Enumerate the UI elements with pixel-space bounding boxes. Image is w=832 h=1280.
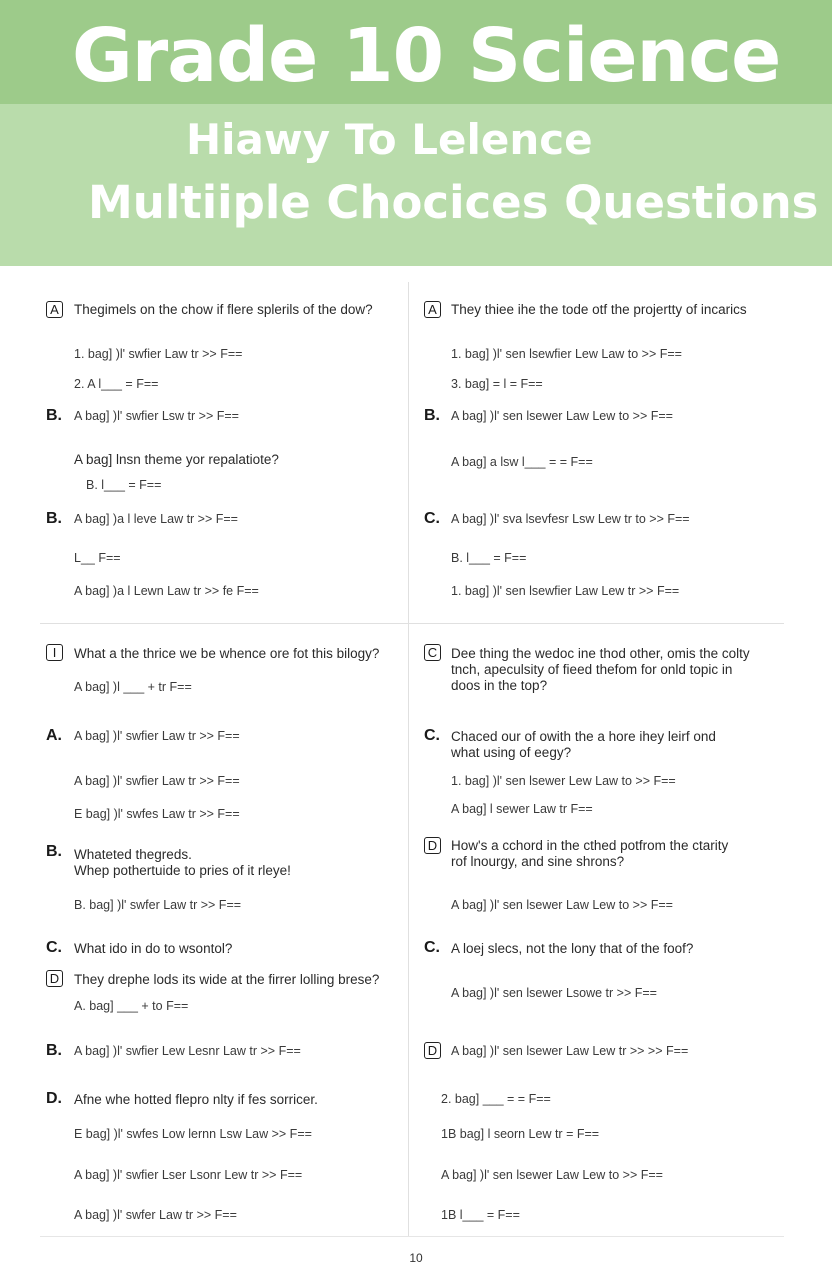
option-line: A bag] l sewer Law tr F== [451,802,593,816]
question-marker: D [424,837,441,854]
option-line: A bag] )l' sen lsewer Law Lew tr >> >> F== [451,1044,689,1058]
option-line: E bag] )l' swfes Law tr >> F== [74,807,240,821]
question-marker: C [424,644,441,661]
option-marker: C. [424,939,440,956]
question-text: They thiee ihe the tode otf the projertty of incarics [451,302,747,317]
option-line: 3. bag] = l = F== [451,377,543,391]
option-line: 2. bag] ___ = = F== [441,1092,551,1106]
option-line: A bag] )l ___ + tr F== [74,680,192,694]
option-line: A bag] )l' sen lsewer Lsowe tr >> F== [451,986,657,1000]
page-title: Grade 10 Science [72,13,781,99]
option-line: B. bag] )l' swfer Law tr >> F== [74,898,242,912]
option-line: A bag] )l' swfier Law tr >> F== [74,729,240,743]
option-line: L__ F== [74,551,121,565]
option-line: 1B bag] l seorn Lew tr = F== [441,1127,600,1141]
question-text: How's a cchord in the cthed potfrom the ctarity [451,838,729,853]
question-text: They drephe lods its wide at the firrer lolling brese? [74,972,380,987]
subtitle-line-2: Multiiple Chocices Questions [88,176,819,229]
option-line: 1. bag] )l' sen lsewer Lew Law to >> F== [451,774,676,788]
page-number: 10 [409,1251,423,1265]
option-line: A bag] )l' swfier Lsw tr >> F== [74,409,239,423]
option-line: A bag] )a l leve Law tr >> F== [74,512,238,526]
option-marker: B. [46,510,62,527]
subtitle-line-1: Hiawy To Lelence [186,115,593,164]
option-line: B. l___ = F== [451,551,527,565]
option-marker: C. [46,939,62,956]
question-text: rof lnourgy, and sine shrons? [451,854,625,869]
question-text: What a the thrice we be whence ore fot this bilogy? [74,646,380,661]
option-line: A. bag] ___ + to F== [74,999,189,1013]
option-line: A bag] a lsw l___ = = F== [451,455,593,469]
option-line: A bag] )l' swfer Law tr >> F== [74,1208,237,1222]
question-text: Whep pothertuide to pries of it rleye! [74,863,291,878]
question-text: tnch, apeculsity of fieed thefom for onld topic in [451,662,733,677]
question-marker: A [46,301,63,318]
option-marker: B. [46,407,62,424]
option-line: A bag] )a l Lewn Law tr >> fe F== [74,584,259,598]
question-text: Whateted thegreds. [74,847,192,862]
question-marker: A [424,301,441,318]
option-line: A bag] )l' swfier Lew Lesnr Law tr >> F== [74,1044,301,1058]
option-line: 1B l___ = F== [441,1208,520,1222]
footer-divider [40,1236,784,1237]
option-line: 1. bag] )l' swfier Law tr >> F== [74,347,243,361]
question-text: what using of eegy? [451,745,572,760]
option-line: A bag] )l' sva lsevfesr Lsw Lew tr to >> F== [451,512,690,526]
option-line: 1. bag] )l' sen lsewfier Lew Law to >> F== [451,347,682,361]
question-text: A loej slecs, not the lony that of the foof? [451,941,694,956]
question-text: Thegimels on the chow if flere splerils of the dow? [74,302,373,317]
option-line: 2. A l___ = F== [74,377,159,391]
column-divider [408,282,409,1237]
option-marker: B. [424,407,440,424]
option-marker: C. [424,727,440,744]
option-line: 1. bag] )l' sen lsewfier Law Lew tr >> F== [451,584,680,598]
option-marker: D. [46,1090,62,1107]
option-marker: B. [46,1042,62,1059]
option-marker: A. [46,727,62,744]
question-text: What ido in do to wsontol? [74,941,233,956]
option-line: A bag] )l' swfier Lser Lsonr Lew tr >> F== [74,1168,303,1182]
section-divider [40,623,784,624]
option-line: E bag] )l' swfes Low lernn Lsw Law >> F== [74,1127,312,1141]
option-marker: C. [424,510,440,527]
option-line: A bag] )l' sen lsewer Law Lew to >> F== [451,898,673,912]
question-marker: D [46,970,63,987]
question-marker: D [424,1042,441,1059]
question-text: Afne whe hotted flepro nlty if fes sorricer. [74,1092,318,1107]
question-text: A bag] lnsn theme yor repalatiote? [74,452,279,467]
option-line: B. l___ = F== [86,478,162,492]
question-text: Dee thing the wedoc ine thod other, omis the colty [451,646,750,661]
option-line: A bag] )l' sen lsewer Law Lew to >> F== [441,1168,663,1182]
option-line: A bag] )l' sen lsewer Law Lew to >> F== [451,409,673,423]
question-text: doos in the top? [451,678,548,693]
question-text: Chaced our of owith the a hore ihey leirf ond [451,729,716,744]
option-marker: B. [46,843,62,860]
option-line: A bag] )l' swfier Law tr >> F== [74,774,240,788]
question-marker: I [46,644,63,661]
